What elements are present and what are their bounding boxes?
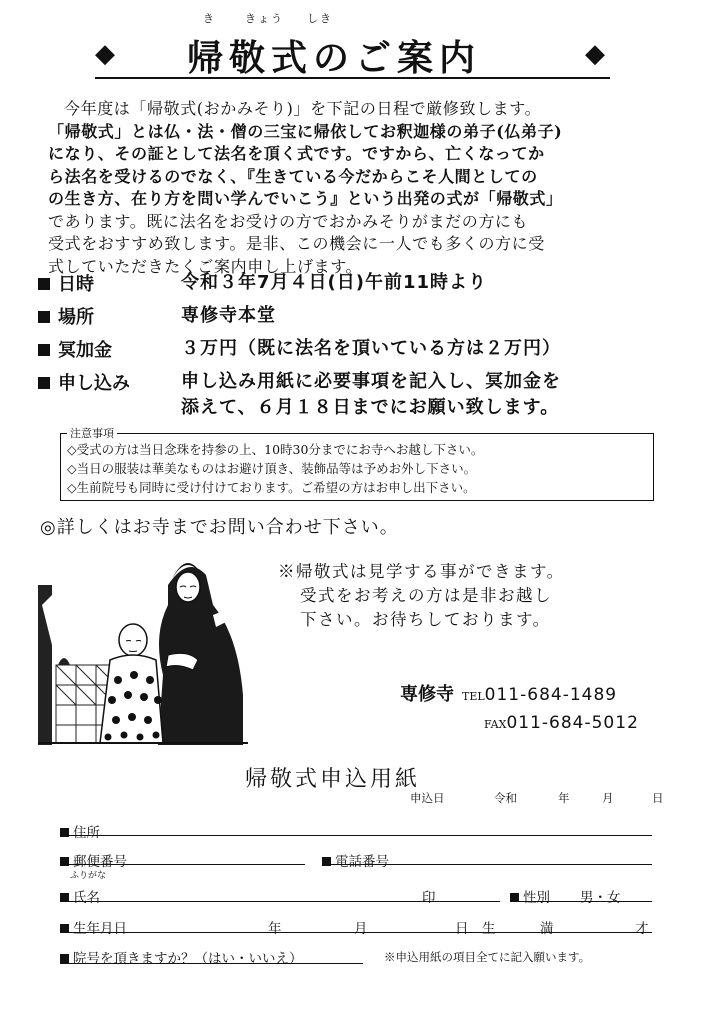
gender-field (510, 901, 652, 902)
detail-row-fee (38, 336, 688, 362)
birth-year: 年 (268, 921, 282, 937)
diamond-right-icon: ◆ (585, 39, 605, 69)
address-field[interactable] (60, 835, 652, 836)
square-bullet-icon (38, 377, 50, 389)
page-title: 帰敬式のご案内 (187, 38, 482, 79)
detail-row-place (38, 303, 688, 329)
detail-label: 申し込み (58, 373, 130, 394)
phone-field[interactable] (322, 864, 652, 865)
detail-label: 場所 (58, 307, 94, 328)
birth-field[interactable] (60, 932, 652, 933)
square-bullet-icon (38, 311, 50, 323)
form-date (410, 790, 670, 806)
square-bullet-icon (38, 344, 50, 356)
notes-item: ◇生前院号も同時に受け付けております。ご希望の方はお申し出下さい。 (67, 480, 476, 495)
page-title-block (95, 12, 615, 80)
detail-value: 専修寺本堂 (181, 305, 276, 326)
ingo-question[interactable]: 院号を頂きますか？（はい・いいえ） (60, 947, 303, 967)
intro-line: ら法名を受けるのでなく、『生きている今だからこそ人間としての (48, 166, 538, 186)
intro-line: 式していただきたくご案内申し上げます。 (48, 256, 363, 276)
temple-name: 専修寺 (400, 684, 454, 705)
intro-line: 受式をおすすめ致します。是非、この機会に一人でも多くの方に受 (48, 234, 545, 253)
gender-label: 性別 (510, 886, 550, 906)
detail-row-datetime (38, 270, 688, 296)
date-era: 令和 (494, 791, 517, 805)
name-label: 氏名 (60, 886, 100, 906)
square-bullet-icon (60, 954, 69, 963)
temple-contact (400, 682, 639, 738)
name-field[interactable] (60, 901, 500, 902)
observation-note (278, 560, 565, 632)
observation-line: 受式をお考えの方は是非お越し (300, 586, 552, 605)
birth-day: 日 (455, 921, 469, 937)
ruby-shiki: しき (307, 12, 333, 25)
ingo-field (60, 963, 363, 964)
detail-value-2: 添えて、６月１８日までにお願い致します。 (181, 397, 560, 418)
event-details (38, 270, 688, 428)
form-footnote: ※申込用紙の項目全てに記入願います。 (384, 950, 591, 964)
detail-row-application (38, 369, 688, 421)
birth-born: 生 (482, 921, 496, 937)
postal-field[interactable] (60, 864, 305, 865)
detail-value: ３万円（既に法名を頂いている方は２万円） (181, 338, 561, 359)
intro-line: になり、その証として法名を頂く式です。ですから、亡くなってか (48, 144, 545, 163)
notes-box (60, 427, 654, 501)
detail-value: 申し込み用紙に必要事項を記入し、冥加金を (181, 371, 561, 392)
age-unit: 才 (635, 921, 649, 937)
tel-label: TEL (462, 690, 485, 703)
notes-item: ◇当日の服装は華美なものはお避け頂き、装飾品等は予めお外し下さい。 (67, 461, 477, 476)
intro-line: 今年度は「帰敬式(おかみそり)」を下記の日程で厳修致します。 (64, 99, 542, 118)
observation-line: ※帰敬式は見学する事ができます。 (278, 562, 565, 581)
date-label: 申込日 (410, 791, 445, 805)
date-day: 日 (652, 791, 664, 805)
age-prefix: 満 (540, 921, 554, 937)
detail-label: 冥加金 (58, 340, 112, 361)
inquiry-text: ◎詳しくはお寺までお問い合わせ下さい。 (40, 517, 399, 538)
title-underline (95, 77, 610, 79)
address-label: 住所 (60, 821, 100, 841)
gender-options[interactable]: 男・女 (580, 890, 621, 906)
intro-line: の生き方、在り方を問い学んでいこう』という出発の式が「帰敬式」 (48, 189, 563, 208)
notes-item: ◇受式の方は当日念珠を持参の上、10時30分までにお寺へお越し下さい。 (67, 442, 484, 457)
seal-mark: 印 (422, 890, 436, 906)
tel-number: 011-684-1489 (484, 685, 618, 705)
birth-label: 生年月日 (60, 917, 127, 937)
observation-line: 下さい。お待ちしております。 (300, 610, 551, 629)
date-year: 年 (558, 791, 570, 805)
ceremony-illustration (38, 545, 248, 745)
notes-heading: 注意事項 (67, 425, 117, 441)
fax-number: 011-684-5012 (506, 713, 639, 733)
furigana-label: ふりがな (70, 871, 107, 881)
birth-month: 月 (354, 921, 368, 937)
form-title: 帰敬式申込用紙 (245, 767, 421, 792)
square-bullet-icon (38, 278, 50, 290)
intro-line: であります。既に法名をお受けの方でおかみそりがまだの方にも (48, 211, 529, 231)
intro-line: 「帰敬式」とは仏・法・僧の三宝に帰依してお釈迦様の弟子(仏弟子) (48, 121, 563, 141)
ruby-ki: き (203, 12, 216, 25)
detail-value: 令和３年7月４日(日)午前11時より (181, 272, 488, 293)
date-month: 月 (602, 791, 614, 805)
postal-label: 郵便番号 (60, 850, 127, 870)
ruby-kyou: きょう (245, 12, 284, 25)
detail-label: 日時 (58, 274, 94, 295)
fax-label: FAX (484, 718, 507, 731)
phone-label: 電話番号 (322, 850, 389, 870)
diamond-left-icon: ◆ (95, 39, 115, 69)
intro-paragraph (48, 98, 668, 278)
